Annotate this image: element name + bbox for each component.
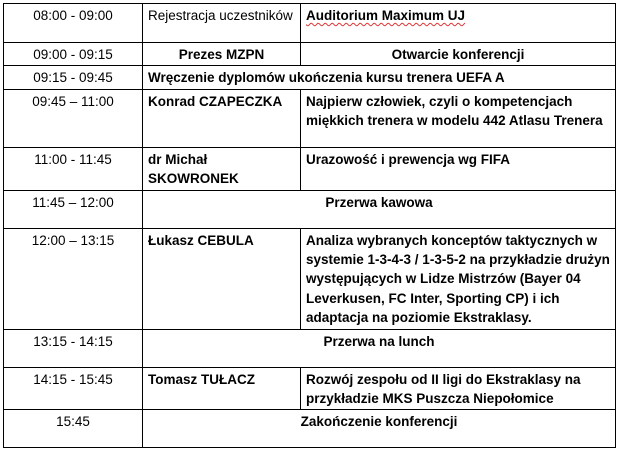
topic-cell: Analiza wybranych konceptów taktycznych w systemie 1-3-4-3 / 1-3-5-2 na przykładzie drużyn występujących w Lidze Mistrzów (Bayer 04 Leverkusen, FC Inter, Sporting CP) i ich adaptacja na poziomie Ekstraklasy. <box>301 228 616 329</box>
table-row <box>4 147 616 190</box>
speaker-cell: Łukasz CEBULA <box>143 228 301 329</box>
time-cell: 09:15 - 09:45 <box>4 66 143 89</box>
table-row <box>4 367 616 410</box>
topic-cell: Wręczenie dyplomów ukończenia kursu trenera UEFA A <box>143 66 616 89</box>
time-cell: 11:45 – 12:00 <box>4 190 143 228</box>
time-cell: 09:00 - 09:15 <box>4 43 143 66</box>
agenda-table <box>3 3 616 448</box>
topic-cell: Rozwój zespołu od II ligi do Ekstraklasy na przykładzie MKS Puszcza Niepołomice <box>301 367 616 410</box>
time-cell: 11:00 - 11:45 <box>4 147 143 190</box>
speaker-cell: Konrad CZAPECZKA <box>143 89 301 147</box>
topic-cell: Zakończenie konferencji <box>143 410 616 448</box>
time-cell: 14:15 - 15:45 <box>4 367 143 410</box>
speaker-cell: Rejestracja uczestników <box>143 4 301 43</box>
topic-cell: Otwarcie konferencji <box>301 43 616 66</box>
table-row <box>4 228 616 329</box>
table-row <box>4 89 616 147</box>
topic-cell: Urazowość i prewencja wg FIFA <box>301 147 616 190</box>
time-cell: 13:15 - 14:15 <box>4 329 143 367</box>
speaker-cell: Prezes MZPN <box>143 43 301 66</box>
speaker-cell: Tomasz TUŁACZ <box>143 367 301 410</box>
table-row <box>4 190 616 228</box>
time-cell: 12:00 – 13:15 <box>4 228 143 329</box>
topic-cell: Przerwa na lunch <box>143 329 616 367</box>
time-cell: 08:00 - 09:00 <box>4 4 143 43</box>
topic-cell <box>301 4 616 43</box>
table-row <box>4 43 616 66</box>
speaker-cell: dr Michał SKOWRONEK <box>143 147 301 190</box>
table-row <box>4 4 616 43</box>
venue-text: Auditorium Maximum UJ <box>306 8 466 23</box>
topic-cell: Przerwa kawowa <box>143 190 616 228</box>
table-row <box>4 66 616 89</box>
topic-cell: Najpierw człowiek, czyli o kompetencjach miękkich trenera w modelu 442 Atlasu Trenera <box>301 89 616 147</box>
table-row <box>4 410 616 448</box>
time-cell: 09:45 – 11:00 <box>4 89 143 147</box>
time-cell: 15:45 <box>4 410 143 448</box>
table-row <box>4 329 616 367</box>
